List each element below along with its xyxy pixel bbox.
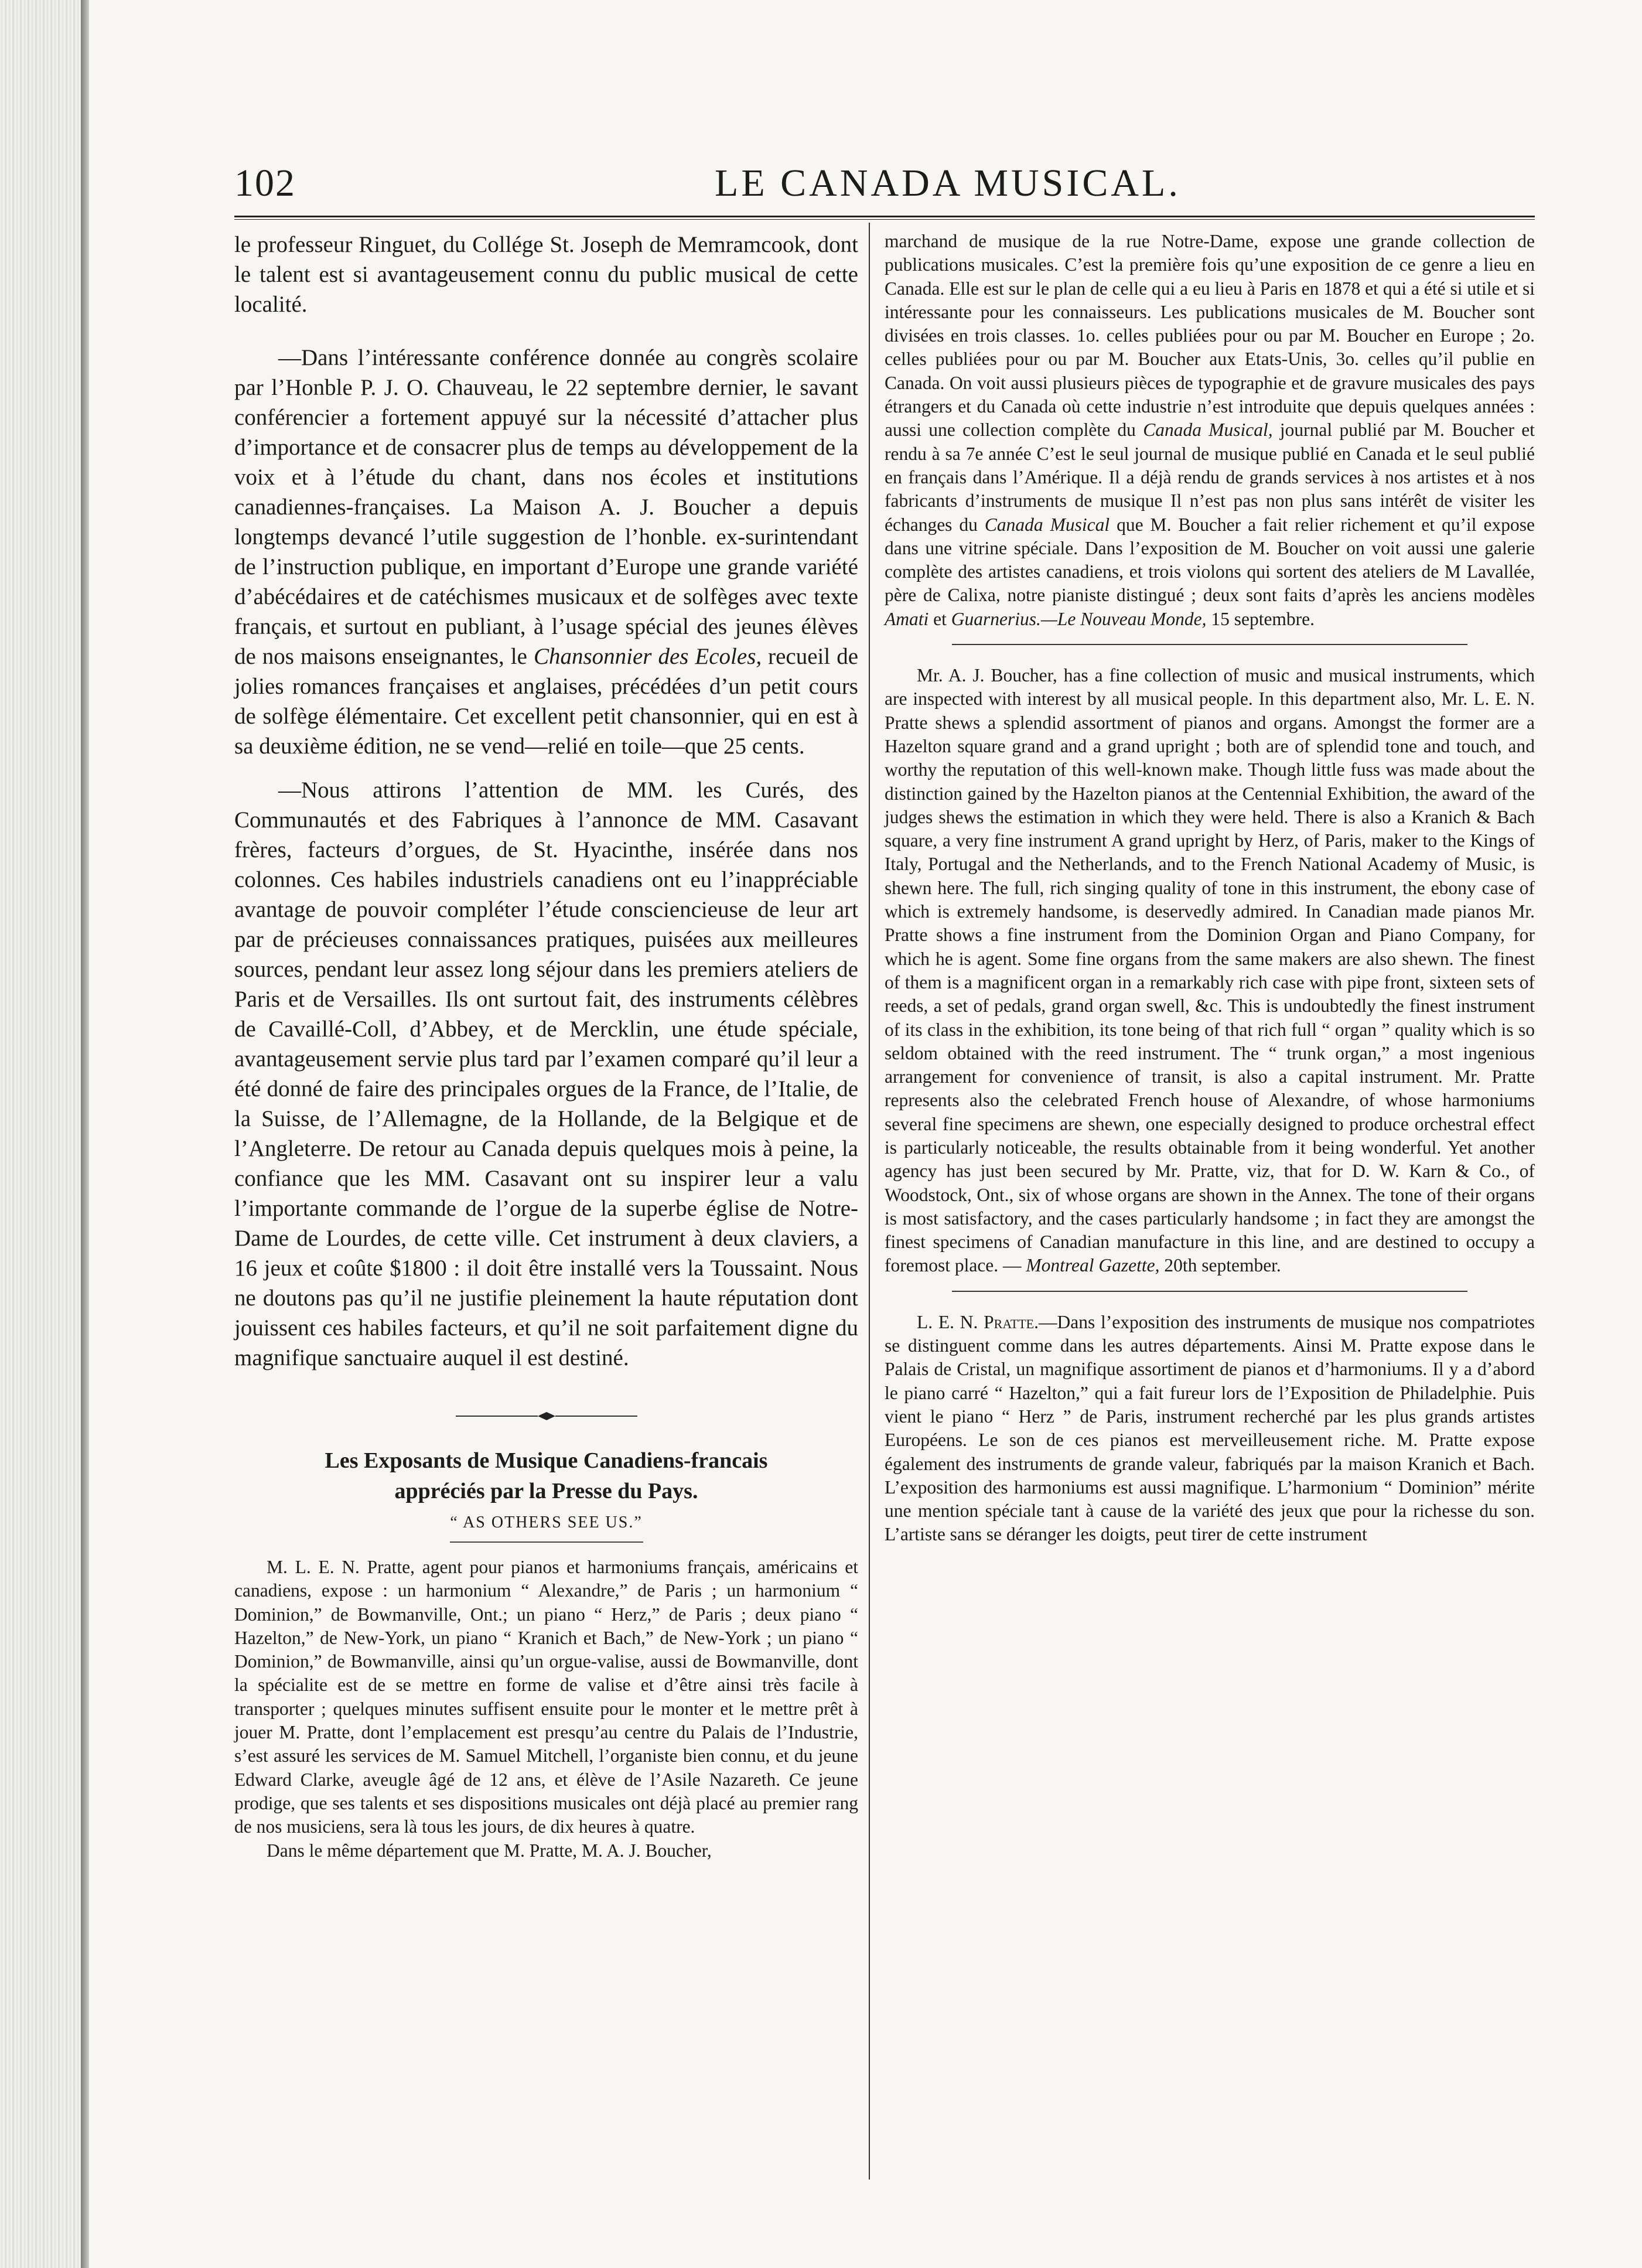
subhead-rule [450,1541,643,1543]
book-binding-edge [0,0,88,2268]
column-rule [952,1291,1467,1292]
left-column [234,230,858,1863]
page-number: 102 [234,162,296,204]
montreal-gazette-review: Mr. A. J. Boucher, has a fine collection of music and musical instruments, which are inspected with interest by all musical people. In this department also, Mr. L. E. N. Pratte shews a splendid assortment of pianos and organs. Amongst the former are a Hazelton square grand and a grand upright ; both are of splendid tone and touch, and worthy the reputation of this well-known make. Though little fuss was made about the distinction gained by the Hazelton pianos at the Centennial Exhibition, the award of the judges shews the estimation in which they were held. There is also a Kranich & Bach square, a very fine instrument A grand upright by Herz, of Paris, maker to the Kings of Italy, Portugal and the Netherlands, and to the French National Academy of Music, is shewn here. The full, rich singing quality of tone in this instrument, the ebony case of which is extremely handsome, is deservedly admired. In Canadian made pianos Mr. Pratte shows a fine instrument from the Dominion Organ and Piano Company, for which he is agent. Some fine organs from the same makers are also shewn. The finest of them is a magnificent organ in a remarkably rich case with pipe front, sixteen sets of reeds, a set of pedals, grand organ swell, &c. This is undoubtedly the finest instrument of its class in the exhibition, its tone being of that rich full “ organ ” quality which is so seldom obtained with the reed instrument. The “ trunk organ,” a most ingenious arrangement for convenience of transit, is also a capital instrument. Mr. Pratte represents also the celebrated French house of Alexandre, of whose harmoniums several fine specimens are shewn, one especially designed to produce orchestral effect is particularly noticeable, the results obtainable from it being wonderful. Yet another agency has just been secured by Mr. Pratte, viz, that for D. W. Karn & Co., of Woodstock, Ont., six of whose organs are shown in the Annex. The tone of their organs is most satisfactory, and the cases particularly handsome ; in fact they are amongst the finest specimens of Canadian manufacture in this line, and are destined to occupy a foremost place. — Montreal Gazette, 20th september. [885,665,1535,1276]
pratte-exhibit-paragraph: M. L. E. N. Pratte, agent pour pianos et harmoniums français, américains et canadiens, expose : un harmonium “ Alexandre,” de Paris ; un harmonium “ Dominion,” de Bowmanville, Ont.; un piano “ Herz,” de Paris ; deux piano “ Hazelton,” de New-York, un piano “ Kranich et Bach,” de New-York ; un piano “ Dominion,” de Bowmanville, ainsi qu’un orgue-valise, aussi de Bowmanville, dont la spécialite est de se mettre en forme de valise et d’être ainsi très facile à transporter ; quelques minutes suffisent ensuite pour le monter et le mettre prêt à jouer M. Pratte, dont l’emplacement est presqu’au centre du Palais de l’Industrie, s’est assuré les services de M. Samuel Mitchell, l’organiste bien connu, et du jeune Edward Clarke, aveugle âgé de 12 ans, et élève de l’Asile Nazareth. Ce jeune prodige, que ses talents et ses dispositions musicales ont déjà placé au premier rang de nos musiciens, sera là tous les jours, de dix heures à quatre. [234,1557,858,1837]
section-title: Les Exposants de Musique Canadiens-francais appréciés par la Presse du Pays. [325,1448,768,1503]
column-rule [952,644,1467,645]
pratte-french-review: L. E. N. Pratte.—Dans l’exposition des instruments de musique nos compatriotes se distinguent comme dans les autres départements. Ainsi M. Pratte expose dans le Palais de Cristal, un magnifique assortiment de pianos et d’harmoniums. Il y a d’abord le piano carré “ Hazelton,” qui a fait fureur lors de l’Exposition de Philadelphie. Puis vient le piano “ Herz ” de Paris, instrument recherché par les plus grands artistes Européens. Le son de ces pianos est merveilleusement riche. M. Pratte expose également des instruments de grande valeur, fabriqués par la maison Kranich et Bach. L’exposition des harmoniums est aussi magnifique. L’harmonium “ Dominion” mérite une mention spéciale tant à cause de la variété des jeux que pour la richesse du son. L’artiste sans se déranger les doigts, peut tirer de cette instrument [885,1311,1535,1545]
casavant-freres-article: —Nous attirons l’attention de MM. les Curés, des Communautés et des Fabriques à l’annonce de MM. Casavant frères, facteurs d’orgues, de St. Hyacinthe, insérée dans nos colonnes. Ces habiles industriels canadiens ont eu l’inappréciable avantage de pouvoir compléter l’étude consciencieuse de leur art par de précieuses connaissances pratiques, puisées aux meilleures sources, pendant leur assez long séjour dans les premiers ateliers de Paris et de Versailles. Ils ont surtout fait, des instruments célèbres de Cavaillé-Coll, d’Abbey, et de Mercklin, une étude spéciale, avantageusement servie plus tard par l’examen comparé qu’il leur a été donné de faire des principales orgues de la France, de l’Italie, de la Suisse, de l’Allemagne, de la Hollande, de la Belgique et de l’Angleterre. De retour au Canada depuis quelques mois à peine, la confiance que les MM. Casavant ont su inspirer leur a valu l’importante commande de l’orgue de la superbe église de Notre-Dame de Lourdes, de cette ville. Cet instrument à deux claviers, a 16 jeux et coûte $1800 : il doit être installé vers la Toussaint. Nous ne doutons pas qu’il ne justifie pleinement la haute réputation dont jouissent ces habiles facteurs, et qu’il ne soit parfaitement digne du magnifique sanctuaire auquel il est destiné. [234,777,858,1370]
column-divider [869,223,870,2180]
journal-title: LE CANADA MUSICAL. [715,162,1181,204]
article-continuation: le professeur Ringuet, du Collége St. Joseph de Memramcook, dont le talent est si avantageusement connu du public musical de cette localité. [234,232,858,317]
section-ornament [450,1410,643,1422]
binding-shadow [81,0,89,2268]
chauveau-conference-article: —Dans l’intéressante conférence donnée au congrès scolaire par l’Honble P. J. O. Chauveau, le 22 septembre dernier, le savant conférencier a fortement appuyé sur la nécessité d’attacher plus d’importance et de consacrer plus de temps au développement de la voix et à l’étude du chant, dans nos écoles et institutions canadiennes-françaises. La Maison A. J. Boucher a depuis longtemps devancé l’utile suggestion de l’honble. ex-surintendant de l’instruction publique, en important d’Europe une grande variété d’abécédaires et de catéchismes musicaux et de solfèges avec texte français, et surtout en publiant, à l’usage spécial des jeunes élèves de nos maisons enseignantes, le Chansonnier des Ecoles, recueil de jolies romances françaises et anglaises, précédées d’un petit cours de solfège élémentaire. Cet excellent petit chansonnier, qui en est à sa deuxième édition, ne se vend—relié en toile—que 25 cents. [234,345,858,759]
page-header [234,161,1535,208]
header-rule [234,216,1535,220]
section-subhead: “ AS OTHERS SEE US.” [450,1513,643,1532]
right-column [885,230,1535,1547]
boucher-exhibit-paragraph-continued: marchand de musique de la rue Notre-Dame, expose une grande collection de publications musicales. C’est la première fois qu’une exposition de ce genre a lieu en Canada. Elle est sur le plan de celle qui a eu lieu à Paris en 1878 et qui a été si utile et si intéressante pour les connaisseurs. Les publications musicales de M. Boucher sont divisées en trois classes. 1o. celles publiées pour ou par M. Boucher en Europe ; 2o. celles publiées pour ou par M. Boucher aux Etats-Unis, 3o. celles qu’il publie en Canada. On voit aussi plusieurs pièces de typographie et de gravure musicales des pays étrangers et du Canada où cette industrie n’est introduite que depuis quelques années : aussi une collection complète du Canada Musical, journal publié par M. Boucher et rendu à sa 7e année C’est le seul journal de musique publié en Canada et le seul publié en français dans l’Amérique. Il a déjà rendu de grands services à nos artistes et à nos fabricants d’instruments de musique Il n’est pas non plus sans intérêt de visiter les échanges du Canada Musical que M. Boucher a fait relier richement et qu’il expose dans une vitrine spéciale. Dans l’exposition de M. Boucher on voit aussi une galerie complète des artistes canadiens, et trois violons qui sortent des ateliers de M Lavallée, père de Calixa, notre pianiste distingué ; deux sont faits d’après les anciens modèles Amati et Guarnerius.—Le Nouveau Monde, 15 septembre. [885,231,1535,629]
boucher-exhibit-paragraph-start: Dans le même département que M. Pratte, M. A. J. Boucher, [267,1840,712,1861]
